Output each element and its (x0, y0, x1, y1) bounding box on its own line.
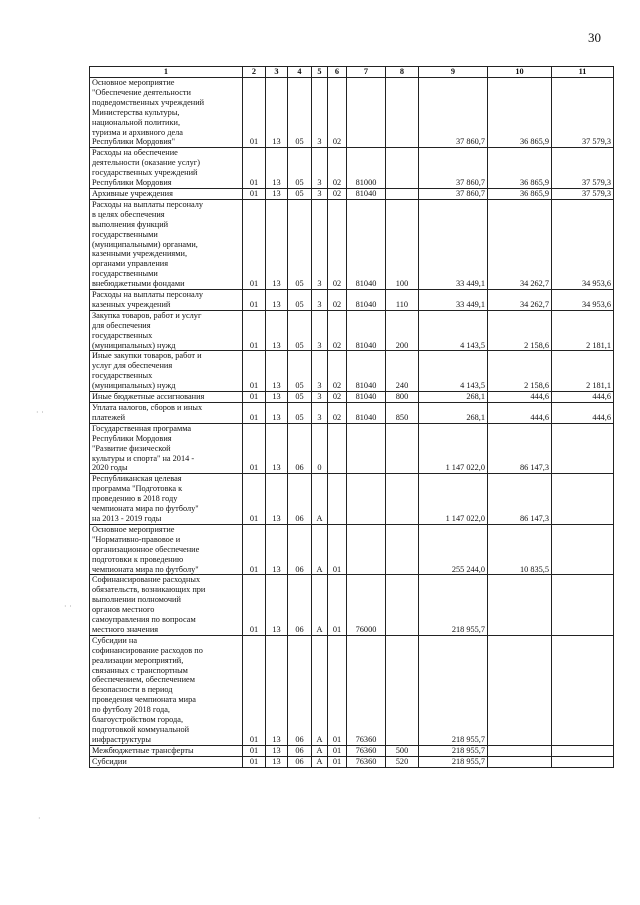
code-cell: 81040 (347, 310, 386, 351)
code-cell: 02 (328, 351, 347, 392)
amount-cell: 4 143,5 (419, 310, 488, 351)
amount-cell: 34 953,6 (552, 199, 614, 289)
code-cell: 01 (243, 310, 266, 351)
code-cell: 240 (386, 351, 419, 392)
amount-cell: 444,6 (488, 392, 552, 403)
amount-cell: 255 244,0 (419, 524, 488, 575)
code-cell (347, 423, 386, 474)
code-cell: 3 (312, 403, 328, 424)
column-header: 2 (243, 67, 266, 78)
row-description: Расходы на выплаты персоналу казенных учреждений (90, 290, 243, 311)
code-cell (386, 423, 419, 474)
code-cell: 100 (386, 199, 419, 289)
table-row (90, 392, 614, 403)
code-cell: 01 (243, 290, 266, 311)
code-cell: 76360 (347, 756, 386, 767)
row-description: Межбюджетные трансферты (90, 745, 243, 756)
code-cell: 01 (328, 524, 347, 575)
row-description: Основное мероприятие "Нормативно-правовое и организационное обеспечение подготовки к проведению чемпионата мира по футболу" (90, 524, 243, 575)
amount-cell (552, 423, 614, 474)
code-cell: 01 (243, 392, 266, 403)
code-cell: 01 (243, 423, 266, 474)
code-cell: 13 (266, 745, 288, 756)
code-cell: 13 (266, 351, 288, 392)
column-header: 6 (328, 67, 347, 78)
code-cell: 01 (243, 148, 266, 189)
code-cell: 13 (266, 635, 288, 745)
amount-cell: 37 860,7 (419, 188, 488, 199)
code-cell: 13 (266, 290, 288, 311)
code-cell: 05 (288, 188, 312, 199)
row-description: Закупка товаров, работ и услуг для обеспечения государственных (муниципальных) нужд (90, 310, 243, 351)
code-cell: 01 (243, 351, 266, 392)
amount-cell: 34 953,6 (552, 290, 614, 311)
code-cell: 02 (328, 188, 347, 199)
amount-cell (552, 745, 614, 756)
code-cell (386, 524, 419, 575)
amount-cell (488, 635, 552, 745)
amount-cell: 37 860,7 (419, 148, 488, 189)
budget-table (89, 66, 614, 768)
amount-cell: 10 835,5 (488, 524, 552, 575)
column-header: 8 (386, 67, 419, 78)
code-cell: 01 (328, 635, 347, 745)
amount-cell: 444,6 (488, 403, 552, 424)
code-cell: А (312, 756, 328, 767)
table-row (90, 745, 614, 756)
amount-cell: 37 579,3 (552, 188, 614, 199)
amount-cell: 37 579,3 (552, 78, 614, 148)
code-cell: 02 (328, 290, 347, 311)
amount-cell: 1 147 022,0 (419, 423, 488, 474)
amount-cell: 218 955,7 (419, 575, 488, 635)
code-cell: 3 (312, 199, 328, 289)
code-cell: 02 (328, 148, 347, 189)
amount-cell: 444,6 (552, 403, 614, 424)
code-cell: 3 (312, 188, 328, 199)
code-cell: 3 (312, 78, 328, 148)
row-description: Софинансирование расходных обязательств, возникающих при выполнении полномочий органов местного самоуправления по вопросам местного значения (90, 575, 243, 635)
row-description: Расходы на выплаты персоналу в целях обеспечения выполнения функций государственными (муниципальными) органами, казенными учреждениями, органами управления государственными внебюджетными фондами (90, 199, 243, 289)
code-cell: 81040 (347, 392, 386, 403)
code-cell: 01 (243, 474, 266, 525)
code-cell: 05 (288, 78, 312, 148)
amount-cell: 2 181,1 (552, 351, 614, 392)
amount-cell (552, 474, 614, 525)
column-header: 11 (552, 67, 614, 78)
amount-cell (488, 756, 552, 767)
column-header: 7 (347, 67, 386, 78)
code-cell: 06 (288, 524, 312, 575)
code-cell: 13 (266, 423, 288, 474)
amount-cell (552, 635, 614, 745)
code-cell: А (312, 474, 328, 525)
code-cell: 3 (312, 290, 328, 311)
column-header: 9 (419, 67, 488, 78)
row-description: Основное мероприятие "Обеспечение деятельности подведомственных учреждений Министерства культуры, национальной политики, туризма и архивного дела Республики Мордовия" (90, 78, 243, 148)
row-description: Архивные учреждения (90, 188, 243, 199)
code-cell: 200 (386, 310, 419, 351)
scan-mark: · (38, 814, 41, 823)
code-cell: 02 (328, 78, 347, 148)
code-cell: 05 (288, 310, 312, 351)
table-row (90, 310, 614, 351)
amount-cell: 2 158,6 (488, 310, 552, 351)
code-cell: 110 (386, 290, 419, 311)
code-cell: 01 (243, 199, 266, 289)
code-cell: 05 (288, 351, 312, 392)
code-cell (328, 423, 347, 474)
code-cell: 0 (312, 423, 328, 474)
table-row (90, 474, 614, 525)
table-row (90, 423, 614, 474)
table-row (90, 575, 614, 635)
code-cell: 520 (386, 756, 419, 767)
code-cell (328, 474, 347, 525)
code-cell: 800 (386, 392, 419, 403)
code-cell: 02 (328, 310, 347, 351)
amount-cell: 218 955,7 (419, 745, 488, 756)
code-cell: 02 (328, 392, 347, 403)
amount-cell: 444,6 (552, 392, 614, 403)
code-cell: 01 (328, 575, 347, 635)
code-cell: 06 (288, 745, 312, 756)
code-cell: 05 (288, 403, 312, 424)
amount-cell: 86 147,3 (488, 474, 552, 525)
code-cell: 81000 (347, 148, 386, 189)
code-cell: 13 (266, 78, 288, 148)
amount-cell: 268,1 (419, 392, 488, 403)
table-row (90, 524, 614, 575)
table-row (90, 188, 614, 199)
code-cell: 13 (266, 403, 288, 424)
code-cell (386, 575, 419, 635)
code-cell (347, 524, 386, 575)
code-cell: 13 (266, 310, 288, 351)
amount-cell (552, 575, 614, 635)
table-row (90, 199, 614, 289)
code-cell: 01 (243, 524, 266, 575)
code-cell: 13 (266, 199, 288, 289)
code-cell (386, 188, 419, 199)
code-cell: 01 (328, 756, 347, 767)
code-cell: 05 (288, 290, 312, 311)
code-cell: 13 (266, 474, 288, 525)
scan-mark: · · (64, 602, 72, 611)
code-cell: А (312, 575, 328, 635)
amount-cell (552, 524, 614, 575)
code-cell (347, 474, 386, 525)
code-cell: 76360 (347, 745, 386, 756)
code-cell: 01 (243, 78, 266, 148)
code-cell: 81040 (347, 290, 386, 311)
code-cell: 13 (266, 148, 288, 189)
table-row (90, 351, 614, 392)
code-cell: 05 (288, 148, 312, 189)
code-cell: 76000 (347, 575, 386, 635)
code-cell: 850 (386, 403, 419, 424)
code-cell: 06 (288, 423, 312, 474)
table-row (90, 78, 614, 148)
code-cell: 05 (288, 199, 312, 289)
code-cell: 05 (288, 392, 312, 403)
code-cell: 06 (288, 575, 312, 635)
amount-cell: 1 147 022,0 (419, 474, 488, 525)
row-description: Иные закупки товаров, работ и услуг для обеспечения государственных (муниципальных) нужд (90, 351, 243, 392)
code-cell: А (312, 635, 328, 745)
code-cell: 01 (243, 745, 266, 756)
code-cell: 02 (328, 403, 347, 424)
code-cell: 81040 (347, 199, 386, 289)
table-header-row (90, 67, 614, 78)
code-cell: 01 (243, 635, 266, 745)
code-cell: 13 (266, 575, 288, 635)
code-cell (386, 78, 419, 148)
code-cell: 3 (312, 351, 328, 392)
amount-cell (552, 756, 614, 767)
row-description: Государственная программа Республики Мордовия "Развитие физической культуры и спорта" на 2014 - 2020 годы (90, 423, 243, 474)
amount-cell: 268,1 (419, 403, 488, 424)
code-cell (386, 148, 419, 189)
code-cell (386, 474, 419, 525)
page-number: 30 (588, 30, 601, 45)
table-row (90, 290, 614, 311)
row-description: Субсидии на софинансирование расходов по реализации мероприятий, связанных с транспортным обеспечением, обеспечением безопасности в период проведения чемпионата мира по футболу 2018 года, благоустройством города, подготовкой коммунальной инфраструктуры (90, 635, 243, 745)
amount-cell: 33 449,1 (419, 199, 488, 289)
amount-cell: 2 181,1 (552, 310, 614, 351)
code-cell: 06 (288, 635, 312, 745)
code-cell (347, 78, 386, 148)
column-header: 5 (312, 67, 328, 78)
amount-cell: 36 865,9 (488, 78, 552, 148)
code-cell: 01 (243, 188, 266, 199)
amount-cell: 33 449,1 (419, 290, 488, 311)
code-cell: 02 (328, 199, 347, 289)
amount-cell: 218 955,7 (419, 635, 488, 745)
scan-mark: · · (36, 408, 44, 417)
code-cell: А (312, 524, 328, 575)
table-row (90, 148, 614, 189)
amount-cell: 37 860,7 (419, 78, 488, 148)
amount-cell: 37 579,3 (552, 148, 614, 189)
amount-cell: 36 865,9 (488, 188, 552, 199)
code-cell: 500 (386, 745, 419, 756)
row-description: Иные бюджетные ассигнования (90, 392, 243, 403)
code-cell: 76360 (347, 635, 386, 745)
code-cell (386, 635, 419, 745)
code-cell: 01 (243, 575, 266, 635)
code-cell: 13 (266, 392, 288, 403)
code-cell: 13 (266, 756, 288, 767)
code-cell: 06 (288, 756, 312, 767)
code-cell: 3 (312, 392, 328, 403)
code-cell: 01 (243, 403, 266, 424)
amount-cell: 34 262,7 (488, 199, 552, 289)
table-row (90, 756, 614, 767)
code-cell: 3 (312, 148, 328, 189)
column-header: 4 (288, 67, 312, 78)
column-header: 3 (266, 67, 288, 78)
table-row (90, 403, 614, 424)
code-cell: 13 (266, 188, 288, 199)
amount-cell: 218 955,7 (419, 756, 488, 767)
code-cell: А (312, 745, 328, 756)
code-cell: 13 (266, 524, 288, 575)
code-cell: 01 (328, 745, 347, 756)
amount-cell: 36 865,9 (488, 148, 552, 189)
row-description: Субсидии (90, 756, 243, 767)
code-cell: 81040 (347, 351, 386, 392)
code-cell: 06 (288, 474, 312, 525)
table-row (90, 635, 614, 745)
column-header: 10 (488, 67, 552, 78)
amount-cell: 2 158,6 (488, 351, 552, 392)
row-description: Расходы на обеспечение деятельности (оказание услуг) государственных учреждений Республики Мордовия (90, 148, 243, 189)
code-cell: 81040 (347, 188, 386, 199)
row-description: Уплата налогов, сборов и иных платежей (90, 403, 243, 424)
column-header: 1 (90, 67, 243, 78)
amount-cell (488, 745, 552, 756)
amount-cell: 86 147,3 (488, 423, 552, 474)
amount-cell (488, 575, 552, 635)
amount-cell: 4 143,5 (419, 351, 488, 392)
code-cell: 81040 (347, 403, 386, 424)
code-cell: 3 (312, 310, 328, 351)
amount-cell: 34 262,7 (488, 290, 552, 311)
row-description: Республиканская целевая программа "Подготовка к проведению в 2018 году чемпионата мира по футболу" на 2013 - 2019 годы (90, 474, 243, 525)
code-cell: 01 (243, 756, 266, 767)
